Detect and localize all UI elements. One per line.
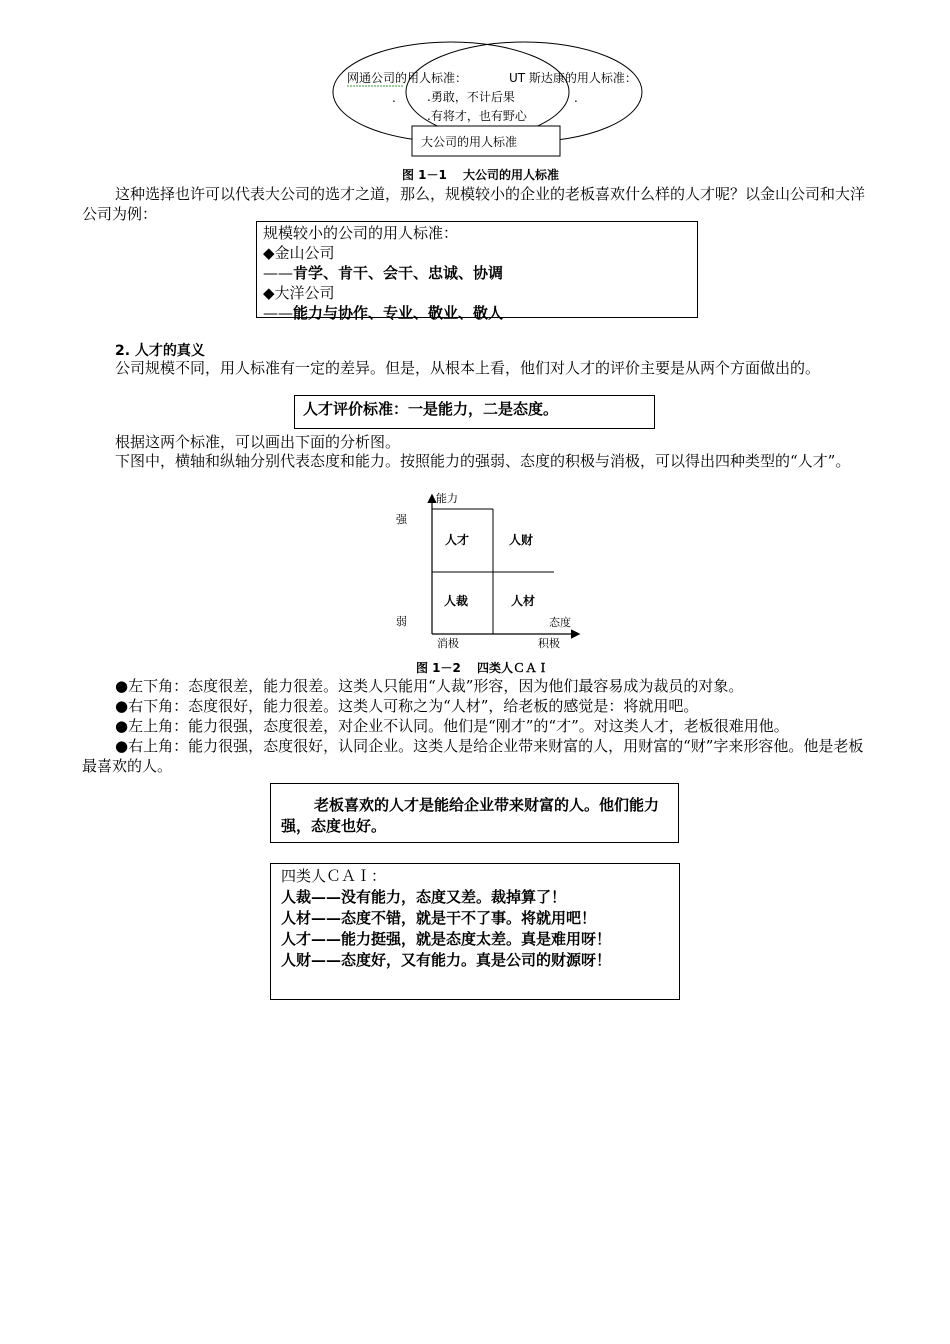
company-2-traits-line xyxy=(263,303,691,323)
paragraph-2: 公司规模不同，用人标准有一定的差异。但是，从根本上看，他们对人才的评价主要是从两个方面做出的。 xyxy=(115,359,821,377)
cai-line: 人财——态度好，又有能力。真是公司的财源呀！ xyxy=(281,951,612,969)
venn-left-dot: . xyxy=(392,91,396,105)
bullet-item: ●左下角：态度很差，能力很差。这类人只能用“人裁”形容，因为他们最容易成为裁员的对象。 xyxy=(115,677,744,695)
paragraph-3: 根据这两个标准，可以画出下面的分析图。 xyxy=(115,433,401,451)
company-2-name: ◆大洋公司 xyxy=(263,284,335,302)
cai-summary-box xyxy=(270,863,680,1000)
company-1-traits-line xyxy=(263,263,691,283)
venn-overlap-line1: .勇敢，不计后果 xyxy=(427,90,515,104)
cai-line: 人裁——没有能力，态度又差。裁掉算了！ xyxy=(281,888,567,906)
criteria-box: 人才评价标准：一是能力，二是态度。 xyxy=(294,395,655,429)
quadrant-top-right: 人财 xyxy=(509,533,534,547)
cai-line: 人材——态度不错，就是干不了事。将就用吧！ xyxy=(281,909,597,927)
quadrant-bottom-right: 人材 xyxy=(511,594,536,608)
venn-overlap-line2: .有将才，也有野心 xyxy=(427,109,527,123)
company-2-traits: 能力与协作、专业、敬业、敬人 xyxy=(293,304,504,322)
bullet-list xyxy=(82,676,868,776)
x-axis-label: 态度 xyxy=(549,616,571,629)
figure-1-caption: 图 1－1 大公司的用人标准 xyxy=(402,168,560,182)
y-axis-label: 能力 xyxy=(436,492,458,505)
cai-line: 人才——能力挺强，就是态度太差。真是难用呀！ xyxy=(281,930,612,948)
y-high-label: 强 xyxy=(396,513,407,526)
small-company-standards-box xyxy=(256,221,698,322)
venn-left-label: 网通公司的用人标准： xyxy=(347,71,468,85)
venn-box-label: 大公司的用人标准 xyxy=(421,135,518,149)
cai-box-title: 四类人ＣＡＩ： xyxy=(281,867,387,885)
x-low-label: 消极 xyxy=(437,637,459,650)
y-low-label: 弱 xyxy=(396,615,407,628)
venn-diagram xyxy=(330,38,646,162)
bullet-item: ●右下角：态度很好，能力很差。这类人可称之为“人材”，给老板的感觉是：将就用吧。 xyxy=(115,697,699,715)
quadrant-top-left: 人才 xyxy=(445,533,470,547)
figure-2-caption: 图 1－2 四类人ＣＡＩ xyxy=(416,661,550,675)
venn-right-dot: . xyxy=(574,91,578,105)
bullet-item: ●左上角：能力很强，态度很差，对企业不认同。他们是“刚才”的“才”。对这类人才，老板很难用他。 xyxy=(115,717,789,735)
company-1-dash: —— xyxy=(263,264,293,282)
section-heading: 2. 人才的真义 xyxy=(115,343,205,359)
company-2-dash: —— xyxy=(263,304,293,322)
paragraph-1: 这种选择也许可以代表大公司的选才之道，那么，规模较小的企业的老板喜欢什么样的人才呢？以金山公司和大洋公司为例： xyxy=(82,185,866,223)
paragraph-4: 下图中，横轴和纵轴分别代表态度和能力。按照能力的强弱、态度的积极与消极，可以得出四种类型的“人才”。 xyxy=(115,452,851,470)
boss-preference-box: 老板喜欢的人才是能给企业带来财富的人。他们能力强，态度也好。 xyxy=(270,783,679,843)
quadrant-bottom-left: 人裁 xyxy=(444,594,469,608)
quadrant-diagram xyxy=(388,488,588,652)
company-1-name: ◆金山公司 xyxy=(263,244,335,262)
venn-right-label: UT 斯达康的用人标准： xyxy=(509,71,637,85)
company-1-traits: 肯学、肯干、会干、忠诚、协调 xyxy=(293,264,504,282)
x-high-label: 积极 xyxy=(538,637,560,650)
small-company-box-title: 规模较小的公司的用人标准： xyxy=(263,224,459,242)
bullet-item: ●右上角：能力很强，态度很好，认同企业。这类人是给企业带来财富的人，用财富的“财”字来形容他。他是老板最喜欢的人。 xyxy=(82,737,864,775)
